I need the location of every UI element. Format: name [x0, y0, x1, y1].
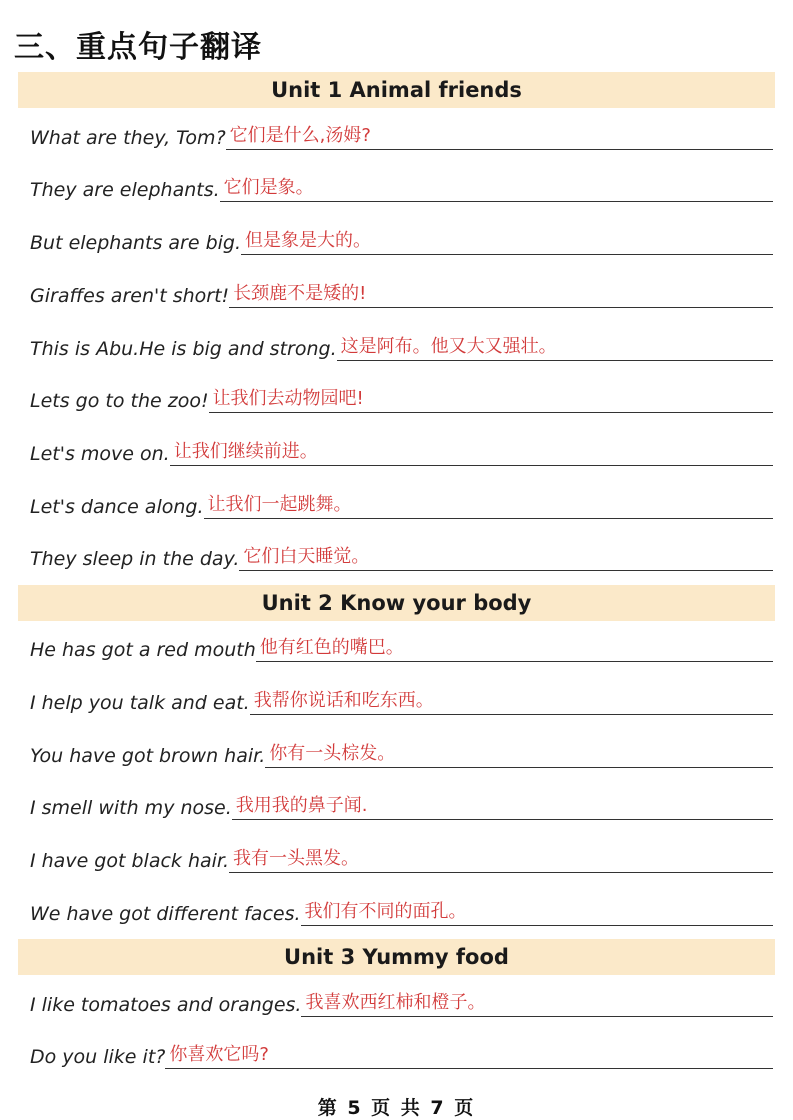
chinese-translation: 让我们一起跳舞。: [207, 494, 352, 515]
english-sentence: I smell with my nose.: [30, 797, 232, 819]
answer-line[interactable]: [226, 121, 773, 150]
chinese-translation: 我喜欢西红柿和橙子。: [305, 992, 486, 1013]
sentence-row: [30, 987, 773, 1017]
answer-line[interactable]: [229, 844, 773, 873]
chinese-translation: 我有一头黑发。: [233, 848, 360, 869]
chinese-translation: 他有红色的嘴巴。: [259, 637, 404, 658]
english-sentence: What are they, Tom?: [30, 127, 226, 149]
sentence-row: [30, 738, 773, 768]
sentence-row: [30, 843, 773, 873]
sentence-row: [30, 489, 773, 519]
answer-line[interactable]: [204, 490, 774, 519]
english-sentence: I help you talk and eat.: [30, 692, 250, 714]
chinese-translation: 你有一头棕发。: [269, 743, 396, 764]
chinese-translation: 长颈鹿不是矮的!: [233, 283, 367, 304]
page-number-footer: 第 5 页 共 7 页: [317, 1097, 476, 1119]
sentence-row: [30, 436, 773, 466]
chinese-translation: 这是阿布。他又大又强壮。: [340, 336, 557, 357]
chinese-translation: 它们白天睡觉。: [243, 546, 370, 567]
answer-line[interactable]: [301, 988, 773, 1017]
sentence-row: [30, 1039, 773, 1069]
english-sentence: They are elephants.: [30, 179, 220, 201]
english-sentence: But elephants are big.: [30, 232, 242, 254]
answer-line[interactable]: [301, 897, 773, 926]
sentence-row: [30, 120, 773, 150]
unit-2-header: Unit 2 Know your body: [18, 585, 775, 621]
english-sentence: Giraffes aren't short!: [30, 285, 230, 307]
chinese-translation: 我们有不同的面孔。: [304, 901, 467, 922]
answer-line[interactable]: [232, 791, 773, 820]
english-sentence: Let's move on.: [30, 443, 170, 465]
english-sentence: You have got brown hair.: [30, 745, 266, 767]
sentence-row: [30, 172, 773, 202]
sentence-row: [30, 632, 773, 662]
chinese-translation: 我帮你说话和吃东西。: [253, 690, 434, 711]
english-sentence: Let's dance along.: [30, 496, 204, 518]
chinese-translation: 但是象是大的。: [245, 230, 372, 251]
sentence-row: [30, 383, 773, 413]
english-sentence: They sleep in the day.: [30, 548, 240, 570]
answer-line[interactable]: [239, 542, 773, 571]
answer-line[interactable]: [170, 437, 773, 466]
answer-line[interactable]: [265, 739, 773, 768]
english-sentence: I have got black hair.: [30, 850, 230, 872]
chinese-translation: 它们是什么,汤姆?: [229, 125, 371, 146]
english-sentence: We have got different faces.: [30, 903, 301, 925]
sentence-row: [30, 331, 773, 361]
chinese-translation: 让我们去动物园吧!: [212, 388, 364, 409]
unit-3-header: Unit 3 Yummy food: [18, 939, 775, 975]
unit-1-header: Unit 1 Animal friends: [18, 72, 775, 108]
section-title: 三、重点句子翻译: [14, 30, 262, 65]
english-sentence: This is Abu.He is big and strong.: [30, 338, 337, 360]
sentence-row: [30, 896, 773, 926]
answer-line[interactable]: [165, 1040, 773, 1069]
chinese-translation: 它们是象。: [223, 177, 314, 198]
chinese-translation: 你喜欢它吗?: [169, 1044, 269, 1065]
sentence-row: [30, 225, 773, 255]
sentence-row: [30, 541, 773, 571]
english-sentence: I like tomatoes and oranges.: [30, 994, 302, 1016]
answer-line[interactable]: [256, 633, 773, 662]
english-sentence: Lets go to the zoo!: [30, 390, 209, 412]
answer-line[interactable]: [250, 686, 773, 715]
answer-line[interactable]: [220, 173, 773, 202]
sentence-row: [30, 685, 773, 715]
answer-line[interactable]: [229, 279, 773, 308]
answer-line[interactable]: [337, 332, 773, 361]
answer-line[interactable]: [209, 384, 773, 413]
english-sentence: He has got a red mouth: [30, 639, 256, 661]
answer-line[interactable]: [241, 226, 773, 255]
english-sentence: Do you like it?: [30, 1046, 166, 1068]
sentence-row: [30, 790, 773, 820]
chinese-translation: 我用我的鼻子闻.: [235, 795, 368, 816]
sentence-row: [30, 278, 773, 308]
chinese-translation: 让我们继续前进。: [173, 441, 318, 462]
